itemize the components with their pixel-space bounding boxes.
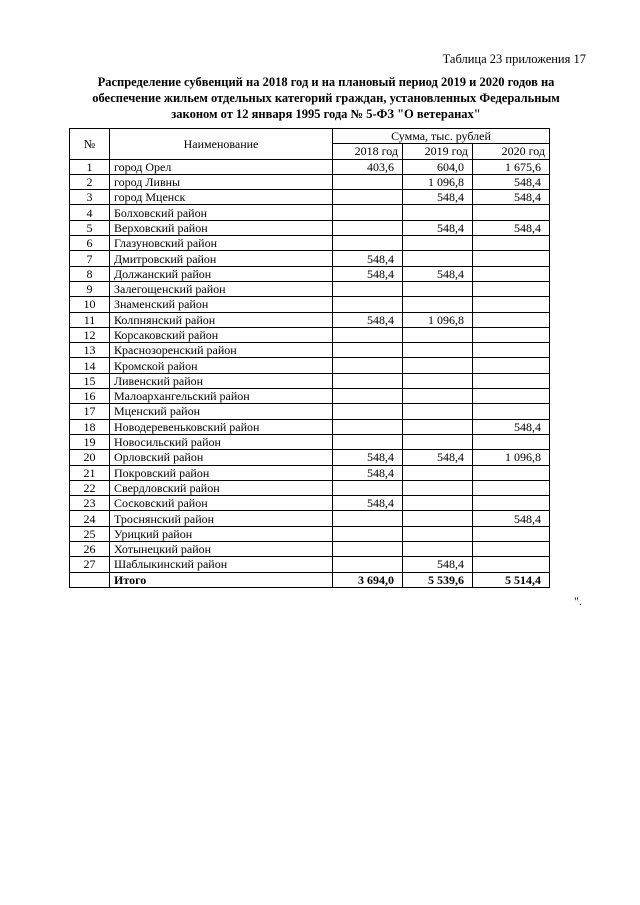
row-name: город Мценск [110, 190, 333, 205]
row-value-2019 [403, 419, 473, 434]
row-value-2019 [403, 327, 473, 342]
row-value-2019 [403, 496, 473, 511]
row-value-2020 [473, 251, 550, 266]
header-num: № [70, 129, 110, 160]
total-2018: 3 694,0 [333, 572, 403, 587]
row-value-2020 [473, 205, 550, 220]
table-row [70, 236, 550, 251]
table-row [70, 159, 550, 174]
row-value-2018 [333, 389, 403, 404]
row-value-2019 [403, 526, 473, 541]
row-name: город Орел [110, 159, 333, 174]
header-sum: Сумма, тыс. рублей [333, 129, 550, 144]
row-value-2019: 604,0 [403, 159, 473, 174]
row-value-2019 [403, 297, 473, 312]
row-value-2020: 548,4 [473, 220, 550, 235]
header-year-2019: 2019 год [403, 144, 473, 159]
row-name: Малоархангельский район [110, 389, 333, 404]
row-value-2019 [403, 389, 473, 404]
table-caption: Таблица 23 приложения 17 [442, 52, 586, 66]
row-value-2018 [333, 297, 403, 312]
row-number: 16 [70, 389, 110, 404]
subvention-table [69, 128, 550, 588]
row-value-2020: 1 096,8 [473, 450, 550, 465]
row-number: 26 [70, 542, 110, 557]
table-row [70, 450, 550, 465]
row-value-2018 [333, 511, 403, 526]
row-name: Кромской район [110, 358, 333, 373]
document-title [70, 74, 582, 122]
row-number: 7 [70, 251, 110, 266]
table-row [70, 220, 550, 235]
row-name: Хотынецкий район [110, 542, 333, 557]
table-row [70, 373, 550, 388]
row-value-2020 [473, 373, 550, 388]
table-row [70, 281, 550, 296]
row-name: Знаменский район [110, 297, 333, 312]
row-name: Шаблыкинский район [110, 557, 333, 572]
row-name: Новосильский район [110, 434, 333, 449]
row-value-2019 [403, 434, 473, 449]
row-name: Мценский район [110, 404, 333, 419]
row-name: Корсаковский район [110, 327, 333, 342]
table-row [70, 434, 550, 449]
row-value-2018 [333, 236, 403, 251]
row-value-2019 [403, 281, 473, 296]
row-name: Верховский район [110, 220, 333, 235]
total-num-blank [70, 572, 110, 587]
row-value-2018 [333, 343, 403, 358]
table-row [70, 174, 550, 189]
total-2019: 5 539,6 [403, 572, 473, 587]
row-value-2019 [403, 205, 473, 220]
row-value-2019: 1 096,8 [403, 174, 473, 189]
row-name: Болховский район [110, 205, 333, 220]
row-value-2018: 548,4 [333, 496, 403, 511]
row-value-2019: 548,4 [403, 266, 473, 281]
row-value-2019 [403, 511, 473, 526]
row-value-2020: 548,4 [473, 174, 550, 189]
table-row [70, 266, 550, 281]
header-year-2020: 2020 год [473, 144, 550, 159]
row-number: 3 [70, 190, 110, 205]
row-value-2018 [333, 434, 403, 449]
row-name: Залегощенский район [110, 281, 333, 296]
row-value-2020: 1 675,6 [473, 159, 550, 174]
row-value-2019 [403, 358, 473, 373]
row-value-2019 [403, 404, 473, 419]
row-name: Троснянский район [110, 511, 333, 526]
row-number: 27 [70, 557, 110, 572]
row-name: Глазуновский район [110, 236, 333, 251]
row-value-2020 [473, 266, 550, 281]
row-value-2018 [333, 220, 403, 235]
row-value-2018 [333, 205, 403, 220]
row-number: 13 [70, 343, 110, 358]
row-value-2018 [333, 190, 403, 205]
table-row [70, 343, 550, 358]
row-value-2018 [333, 174, 403, 189]
row-value-2018 [333, 373, 403, 388]
row-number: 24 [70, 511, 110, 526]
row-name: Должанский район [110, 266, 333, 281]
row-value-2020: 548,4 [473, 190, 550, 205]
row-value-2020 [473, 404, 550, 419]
table-row [70, 480, 550, 495]
row-value-2019 [403, 542, 473, 557]
row-value-2020 [473, 312, 550, 327]
row-value-2019: 548,4 [403, 557, 473, 572]
table-row [70, 526, 550, 541]
row-value-2018 [333, 281, 403, 296]
row-value-2020 [473, 236, 550, 251]
row-value-2020 [473, 465, 550, 480]
table-row [70, 419, 550, 434]
table-row [70, 312, 550, 327]
table-row [70, 465, 550, 480]
table-row [70, 496, 550, 511]
row-number: 20 [70, 450, 110, 465]
row-value-2019 [403, 465, 473, 480]
row-number: 15 [70, 373, 110, 388]
table-row [70, 190, 550, 205]
table-row [70, 358, 550, 373]
row-value-2019 [403, 236, 473, 251]
row-number: 19 [70, 434, 110, 449]
table-row [70, 251, 550, 266]
row-value-2019: 548,4 [403, 220, 473, 235]
row-name: Покровский район [110, 465, 333, 480]
total-row [70, 572, 550, 587]
row-value-2018 [333, 404, 403, 419]
closing-quote: ". [574, 594, 582, 608]
row-value-2019 [403, 251, 473, 266]
row-value-2018 [333, 419, 403, 434]
row-value-2019 [403, 373, 473, 388]
table-row [70, 297, 550, 312]
row-value-2018 [333, 480, 403, 495]
table-body [70, 159, 550, 587]
row-name: Новодеревеньковский район [110, 419, 333, 434]
row-number: 14 [70, 358, 110, 373]
table-row [70, 542, 550, 557]
row-value-2019 [403, 343, 473, 358]
table-row [70, 511, 550, 526]
row-value-2018: 548,4 [333, 251, 403, 266]
row-name: Свердловский район [110, 480, 333, 495]
row-value-2019: 548,4 [403, 450, 473, 465]
row-name: Дмитровский район [110, 251, 333, 266]
row-number: 12 [70, 327, 110, 342]
row-value-2020 [473, 327, 550, 342]
row-number: 10 [70, 297, 110, 312]
row-value-2020 [473, 358, 550, 373]
row-number: 2 [70, 174, 110, 189]
total-label: Итого [110, 572, 333, 587]
row-value-2019: 548,4 [403, 190, 473, 205]
title-line: Распределение субвенций на 2018 год и на плановый период 2019 и 2020 годов на [97, 75, 555, 89]
row-name: Краснозоренский район [110, 343, 333, 358]
title-line: законом от 12 января 1995 года № 5-ФЗ "О ветеранах" [171, 107, 481, 121]
row-value-2020 [473, 434, 550, 449]
row-number: 9 [70, 281, 110, 296]
table-row [70, 327, 550, 342]
row-number: 21 [70, 465, 110, 480]
row-value-2020 [473, 557, 550, 572]
row-value-2020 [473, 281, 550, 296]
row-value-2019: 1 096,8 [403, 312, 473, 327]
row-name: Орловский район [110, 450, 333, 465]
table-row [70, 389, 550, 404]
row-name: Урицкий район [110, 526, 333, 541]
title-line: обеспечение жильем отдельных категорий граждан, установленных Федеральным [92, 91, 560, 105]
row-value-2018: 403,6 [333, 159, 403, 174]
header-name: Наименование [110, 129, 333, 160]
row-number: 22 [70, 480, 110, 495]
total-2020: 5 514,4 [473, 572, 550, 587]
row-number: 6 [70, 236, 110, 251]
row-number: 25 [70, 526, 110, 541]
header-year-2018: 2018 год [333, 144, 403, 159]
row-name: Колпнянский район [110, 312, 333, 327]
row-value-2018: 548,4 [333, 450, 403, 465]
row-name: Ливенский район [110, 373, 333, 388]
row-value-2018: 548,4 [333, 465, 403, 480]
row-name: Сосковский район [110, 496, 333, 511]
row-value-2020: 548,4 [473, 511, 550, 526]
row-value-2019 [403, 480, 473, 495]
row-value-2020 [473, 343, 550, 358]
row-value-2020 [473, 297, 550, 312]
row-value-2020 [473, 496, 550, 511]
row-value-2018 [333, 358, 403, 373]
table-row [70, 205, 550, 220]
row-number: 11 [70, 312, 110, 327]
table-row [70, 404, 550, 419]
row-name: город Ливны [110, 174, 333, 189]
row-value-2020 [473, 480, 550, 495]
row-value-2020: 548,4 [473, 419, 550, 434]
row-value-2018 [333, 557, 403, 572]
row-number: 8 [70, 266, 110, 281]
row-number: 1 [70, 159, 110, 174]
row-value-2018 [333, 542, 403, 557]
row-value-2020 [473, 542, 550, 557]
row-number: 23 [70, 496, 110, 511]
row-value-2020 [473, 389, 550, 404]
table-row [70, 557, 550, 572]
row-value-2018: 548,4 [333, 266, 403, 281]
row-value-2020 [473, 526, 550, 541]
row-number: 17 [70, 404, 110, 419]
row-number: 18 [70, 419, 110, 434]
row-value-2018 [333, 327, 403, 342]
row-value-2018 [333, 526, 403, 541]
row-number: 4 [70, 205, 110, 220]
row-value-2018: 548,4 [333, 312, 403, 327]
row-number: 5 [70, 220, 110, 235]
